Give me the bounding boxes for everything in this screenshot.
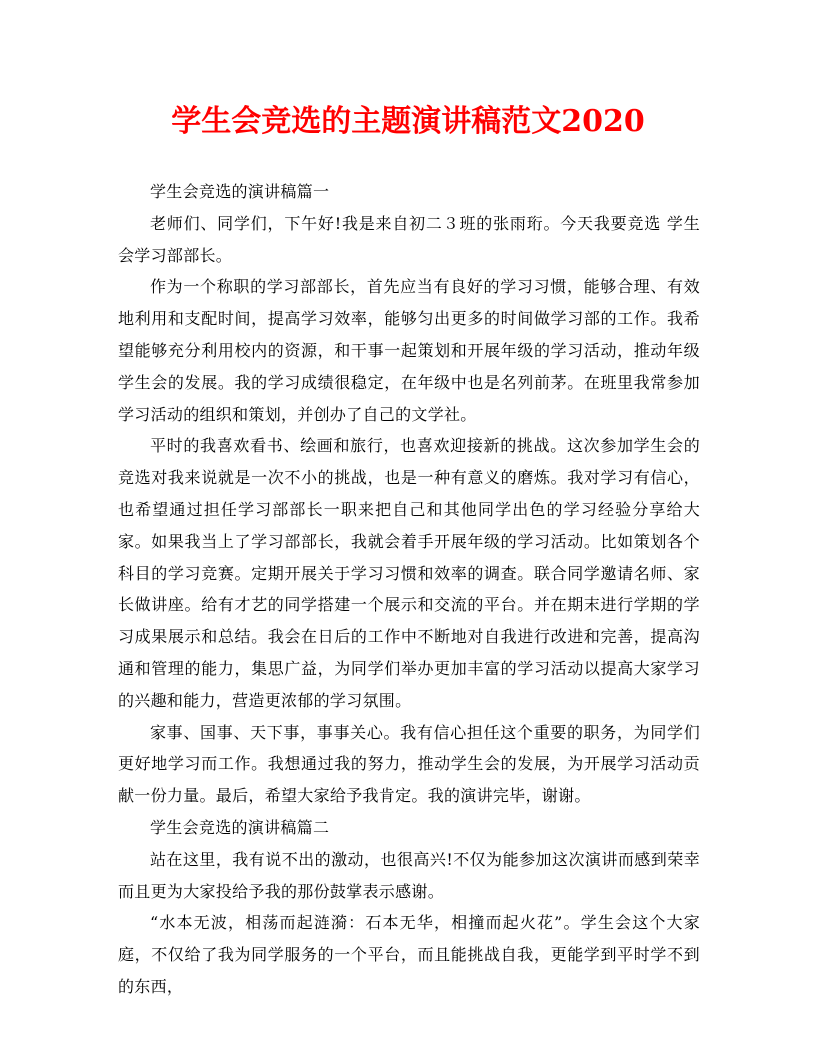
paragraph: 作为一个称职的学习部部长，首先应当有良好的学习习惯，能够合理、有效地利用和支配时间，提高学习效率，能够匀出更多的时间做学习部的工作。我希望能够充分利用校内的资源，和干事一起策划和开展年级的学习活动，推动年级学生会的发展。我的学习成绩很稳定，在年级中也是名列前茅。在班里我常参加学习活动的组织和策划，并创办了自己的文学社。 bbox=[118, 277, 700, 424]
paragraph: 站在这里，我有说不出的激动，也很高兴!不仅为能参加这次演讲而感到荣幸而且更为大家投给予我的那份鼓掌表示感谢。 bbox=[118, 849, 700, 901]
document-body bbox=[118, 176, 700, 1003]
section-heading-2: 学生会竞选的演讲稿篇二 bbox=[150, 817, 330, 837]
paragraph: 平时的我喜欢看书、绘画和旅行，也喜欢迎接新的挑战。这次参加学生会的竞选对我来说就是一次不小的挑战，也是一种有意义的磨炼。我对学习有信心，也希望通过担任学习部部长一职来把自己和其他同学出色的学习经验分享给大家。如果我当上了学习部部长，我就会着手开展年级的学习活动。比如策划各个科目的学习竞赛。定期开展关于学习习惯和效率的调查。联合同学邀请名师、家长做讲座。给有才艺的同学搭建一个展示和交流的平台。并在期末进行学期的学习成果展示和总结。我会在日后的工作中不断地对自我进行改进和完善，提高沟通和管理的能力，集思广益，为同学们举办更加丰富的学习活动以提高大家学习的兴趣和能力，营造更浓郁的学习氛围。 bbox=[118, 436, 700, 710]
paragraph: 老师们、同学们，下午好!我是来自初二３班的张雨珩。今天我要竞选 学生会学习部部长。 bbox=[118, 213, 700, 265]
paragraph: 家事、国事、天下事，事事关心。我有信心担任这个重要的职务，为同学们更好地学习而工作。我想通过我的努力，推动学生会的发展，为开展学习活动贡献一份力量。最后，希望大家给予我肯定。我的演讲完毕，谢谢。 bbox=[118, 722, 700, 806]
section-heading-1: 学生会竞选的演讲稿篇一 bbox=[150, 182, 330, 201]
paragraph: “水本无波，相荡而起涟漪：石本无华，相撞而起火花”。学生会这个大家庭，不仅给了我为同学服务的一个平台，而且能挑战自我，更能学到平时学不到的东西， bbox=[118, 913, 700, 996]
document-title: 学生会竞选的主题演讲稿范文2020 bbox=[171, 104, 645, 139]
